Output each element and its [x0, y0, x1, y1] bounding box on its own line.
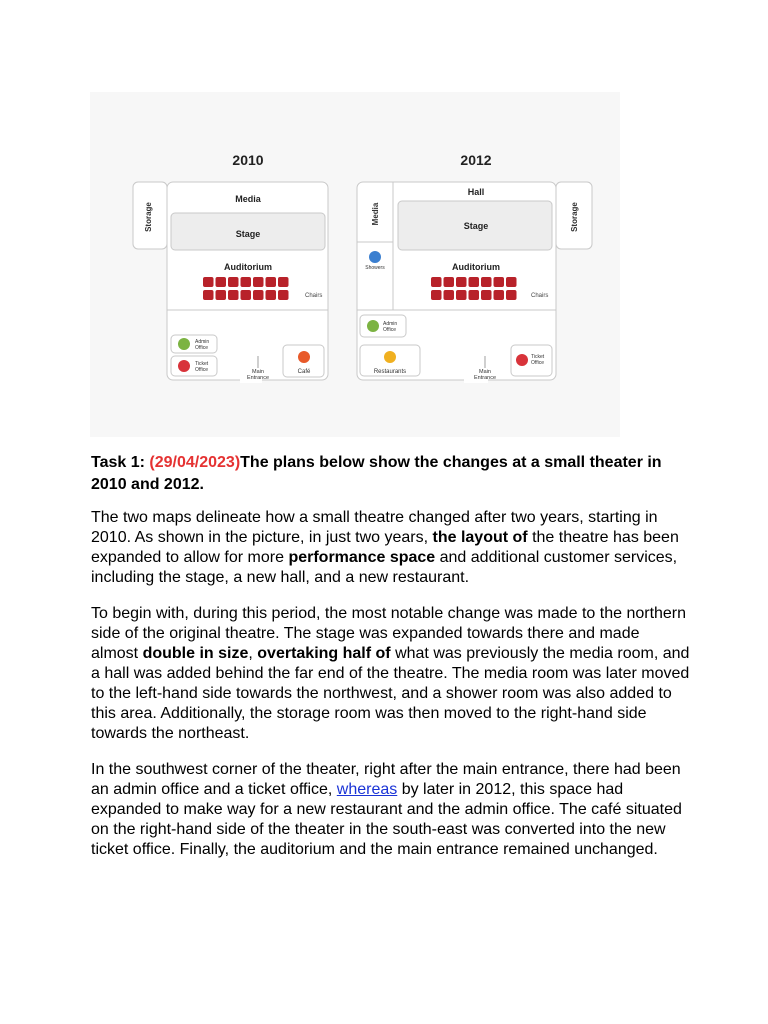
para3-text-1: In the southwest corner of the theater, right after the main entrance, there had been an admin office and a ticket office,: [91, 761, 681, 798]
chair-seat: [494, 290, 505, 300]
chair-seat: [228, 277, 239, 287]
entrance-label-2012-line2: Entrance: [473, 375, 497, 381]
entrance-label-2012-line1: Main: [479, 369, 491, 375]
admin-office-icon: [178, 338, 190, 350]
chair-seat: [506, 290, 517, 300]
admin-label-2010-line2: Office: [195, 345, 208, 351]
cafe-label-2010: Café: [297, 369, 311, 375]
chair-seat: [481, 277, 492, 287]
storage-label-2012: Storage: [570, 202, 579, 232]
year-2012-label: 2012: [460, 152, 492, 168]
para2-text-3: what was previously the media room, and a hall was added behind the far end of the theatre. The media room was later moved to the left-hand side towards the northwest, and a shower room was also added to this area. Additionally, the storage room was then moved to the right-hand side towards the northeast.: [91, 645, 690, 742]
chair-seat: [216, 290, 227, 300]
stage-label-2010: Stage: [235, 229, 261, 239]
auditorium-label-2010: Auditorium: [224, 262, 272, 272]
chair-seat: [241, 277, 252, 287]
cafe-icon: [298, 351, 310, 363]
restaurants-label-2012: Restaurants: [373, 369, 407, 375]
entrance-label-2010-line1: Main: [252, 369, 264, 375]
essay-text: [91, 452, 691, 876]
ticket-label-2010-line2: Office: [195, 367, 208, 373]
chair-seat: [444, 277, 455, 287]
plans-svg: [90, 92, 620, 437]
entrance-label-2010-line2: Entrance: [246, 375, 270, 381]
admin-label-2012-line2: Office: [383, 327, 396, 333]
chair-seat: [241, 290, 252, 300]
chair-seat: [203, 290, 214, 300]
admin-label-2010-line1: Admin: [195, 339, 210, 345]
task-label: Task 1:: [91, 454, 150, 471]
chairs-label-2010: Chairs: [305, 293, 323, 299]
para1-bold-2: performance space: [288, 549, 436, 566]
paragraph-2: [91, 604, 691, 744]
para2-bold-1: double in size: [142, 645, 249, 662]
admin-office-icon-2012: [367, 320, 379, 332]
para1-text-2: the theatre has been expanded to allow for more: [91, 529, 679, 566]
chairs-label-2012: Chairs: [531, 293, 549, 299]
task-date: (29/04/2023): [149, 454, 241, 471]
chair-seat: [481, 290, 492, 300]
chair-seat: [203, 277, 214, 287]
para2-text-1: To begin with, during this period, the most notable change was made to the northern side of the original theatre. The stage was expanded towards there and made almost: [91, 605, 687, 662]
para1-bold-1: the layout of: [432, 529, 528, 546]
chair-seat: [278, 290, 289, 300]
theater-plans-figure: [90, 92, 620, 437]
para1-text-1: The two maps delineate how a small theatre changed after two years, starting in 2010. As shown in the picture, in just two years,: [91, 509, 658, 546]
chair-seat: [506, 277, 517, 287]
chair-seat: [253, 290, 264, 300]
ticket-office-icon: [178, 360, 190, 372]
hall-label-2012: Hall: [467, 187, 485, 197]
ticket-label-2012-line1: Ticket: [531, 354, 545, 360]
chair-seat: [431, 290, 442, 300]
task-title: The plans below show the changes at a small theater in 2010 and 2012.: [91, 454, 662, 493]
chair-seat: [456, 290, 467, 300]
whereas-link[interactable]: whereas: [336, 781, 398, 798]
chair-seat: [216, 277, 227, 287]
para2-bold-2: overtaking half of: [257, 645, 391, 662]
chair-seat: [228, 290, 239, 300]
para2-text-2: ,: [248, 645, 258, 662]
ticket-label-2012-line2: Office: [531, 360, 544, 366]
paragraph-1: [91, 508, 691, 588]
ticket-office-2010: [171, 356, 217, 376]
chair-seat: [444, 290, 455, 300]
year-2010-label: 2010: [232, 152, 264, 168]
media-label-2010: Media: [235, 194, 261, 204]
ticket-label-2010-line1: Ticket: [195, 361, 209, 367]
storage-label-2010: Storage: [144, 202, 153, 232]
restaurant-icon: [384, 351, 396, 363]
chair-seat: [278, 277, 289, 287]
chair-seat: [431, 277, 442, 287]
chair-seat: [266, 290, 277, 300]
para3-text-2: by later in 2012, this space had expanded to make way for a new restaurant and the admin office. The café situated on the right-hand side of the theater in the south-east was converted into the new ticket office. Finally, the auditorium and the main entrance remained unchanged.: [91, 781, 682, 858]
para1-text-3: and additional customer services, including the stage, a new hall, and a new restaurant.: [91, 549, 678, 586]
media-label-2012: Media: [371, 202, 380, 226]
paragraph-3: [91, 760, 691, 860]
chair-seat: [494, 277, 505, 287]
chair-seat: [266, 277, 277, 287]
stage-label-2012: Stage: [463, 221, 489, 231]
showers-icon: [369, 251, 381, 263]
auditorium-label-2012: Auditorium: [452, 262, 500, 272]
chair-seat: [253, 277, 264, 287]
ticket-office-icon-2012: [516, 354, 528, 366]
chair-seat: [469, 277, 480, 287]
chair-seat: [469, 290, 480, 300]
task-heading: [91, 452, 691, 496]
chair-seat: [456, 277, 467, 287]
admin-office-2010: [171, 335, 217, 353]
showers-label-2012: Showers: [365, 265, 385, 271]
admin-label-2012-line1: Admin: [383, 321, 398, 327]
